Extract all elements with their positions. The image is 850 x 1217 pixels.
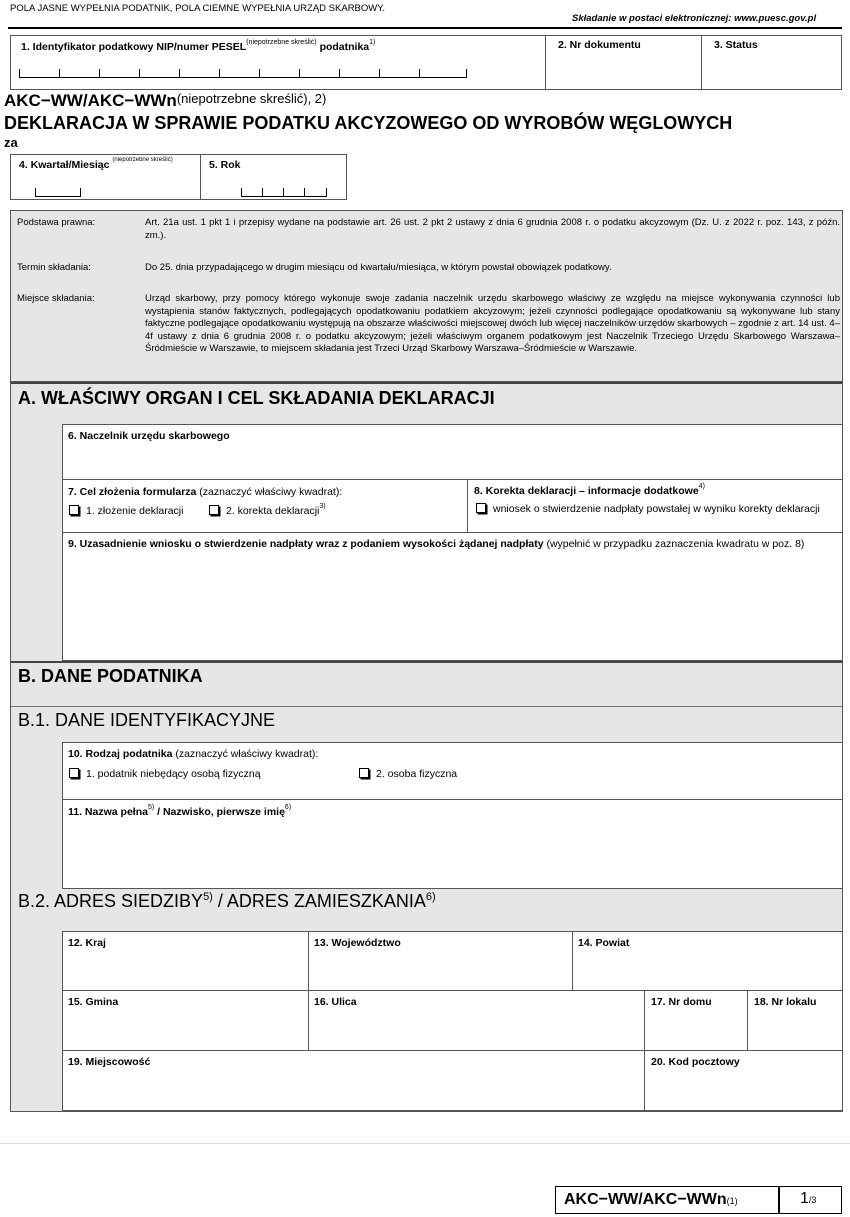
option-non-natural-person-label: 1. podatnik niebędący osobą fizyczną bbox=[86, 768, 261, 780]
fill-notice: POLA JASNE WYPEŁNIA PODATNIK, POLA CIEMNE WYPEŁNIA URZĄD SKARBOWY. bbox=[10, 3, 385, 14]
section-b1-title: B.1. DANE IDENTYFIKACYJNE bbox=[18, 710, 276, 730]
footer-form-code: AKC−WW/AKC−WWn bbox=[564, 1191, 727, 1208]
page-number bbox=[800, 1190, 816, 1208]
field-14-county[interactable] bbox=[572, 931, 843, 991]
title-za: za bbox=[4, 135, 18, 150]
field-8-label: 8. Korekta deklaracji – informacje dodatkowe bbox=[474, 485, 699, 497]
field-1-suffix: podatnika bbox=[319, 41, 370, 53]
option-natural-person[interactable] bbox=[359, 768, 457, 780]
b1-divider bbox=[11, 706, 842, 707]
field-18-label: 18. Nr lokalu bbox=[754, 996, 817, 1008]
b2-title-b: / ADRES ZAMIESZKANIA bbox=[212, 891, 426, 911]
legal-term bbox=[17, 262, 837, 276]
field-1-sup: (niepotrzebne skreślić) bbox=[246, 39, 317, 46]
field-14-label: 14. Powiat bbox=[578, 937, 630, 949]
legal-basis-value: Art. 21a ust. 1 pkt 1 i przepisy wydane na podstawie art. 26 ust. 2 pkt 2 ustawy z dnia 6 grudnia 2008 r. o podatku akcyzowym (Dz. U. z 2022 r. poz. 143, z późn. zm.). bbox=[145, 217, 840, 241]
field-1-note: 1) bbox=[369, 39, 376, 46]
checkbox-non-natural-person[interactable] bbox=[69, 768, 79, 778]
field-4-label: 4. Kwartał/Miesiąc bbox=[19, 159, 110, 171]
field-19-city[interactable] bbox=[62, 1050, 645, 1111]
legal-term-key: Termin składania: bbox=[17, 262, 91, 273]
checkbox-correction[interactable] bbox=[209, 505, 219, 515]
field-7-label: 7. Cel złożenia formularza bbox=[68, 486, 197, 498]
form-code-note: (niepotrzebne skreślić), 2) bbox=[176, 91, 327, 106]
option-correction-label: 2. korekta deklaracji bbox=[226, 505, 320, 517]
field-4-sup: (niepotrzebne skreślić) bbox=[112, 157, 173, 163]
field-15-label: 15. Gmina bbox=[68, 996, 119, 1008]
field-7-hint: (zaznaczyć właściwy kwadrat): bbox=[199, 486, 343, 498]
section-b-title: B. DANE PODATNIKA bbox=[18, 666, 203, 686]
field-6-tax-office[interactable] bbox=[62, 424, 843, 480]
form-code-title bbox=[4, 91, 326, 111]
checkbox-natural-person[interactable] bbox=[359, 768, 369, 778]
top-rule bbox=[8, 27, 842, 29]
legal-basis bbox=[17, 217, 840, 247]
footer-divider bbox=[778, 1187, 780, 1213]
field-2-doc-number bbox=[545, 35, 702, 90]
field-7-purpose bbox=[62, 479, 468, 533]
option-overpayment[interactable] bbox=[476, 503, 820, 515]
field-11-note-b: 6) bbox=[284, 804, 292, 811]
field-10-taxpayer-type bbox=[62, 742, 843, 800]
footer-rule bbox=[0, 1143, 850, 1144]
field-10-label: 10. Rodzaj podatnika bbox=[68, 748, 173, 760]
field-8-note: 4) bbox=[698, 483, 705, 490]
field-17-house-number[interactable] bbox=[644, 990, 748, 1051]
field-9-justification[interactable] bbox=[62, 532, 843, 661]
field-17-label: 17. Nr domu bbox=[651, 996, 712, 1008]
checkbox-submission[interactable] bbox=[69, 505, 79, 515]
field-16-street[interactable] bbox=[308, 990, 645, 1051]
option-natural-person-label: 2. osoba fizyczna bbox=[376, 768, 458, 780]
field-1-label: 1. Identyfikator podatkowy NIP/numer PESEL bbox=[21, 41, 247, 53]
nip-comb bbox=[19, 66, 467, 78]
legal-basis-key: Podstawa prawna: bbox=[17, 217, 96, 228]
field-9-label: 9. Uzasadnienie wniosku o stwierdzenie nadpłaty wraz z podaniem wysokości żądanej nadpłaty bbox=[68, 538, 544, 550]
field-10-hint: (zaznaczyć właściwy kwadrat): bbox=[175, 748, 319, 760]
field-18-apartment-number[interactable] bbox=[747, 990, 843, 1051]
legal-info bbox=[10, 210, 843, 382]
option-submission[interactable] bbox=[69, 505, 183, 517]
field-15-commune[interactable] bbox=[62, 990, 309, 1051]
b2-title-b-note: 6) bbox=[425, 891, 436, 903]
page-footer bbox=[555, 1186, 842, 1214]
field-12-country[interactable] bbox=[62, 931, 309, 991]
legal-place-key: Miejsce składania: bbox=[17, 293, 95, 304]
page-total: /3 bbox=[808, 1195, 817, 1205]
b2-title-a-note: 5) bbox=[203, 891, 213, 903]
legal-place bbox=[17, 293, 840, 378]
field-9-hint: (wypełnić w przypadku zaznaczenia kwadratu w poz. 8) bbox=[546, 538, 805, 550]
field-3-label: 3. Status bbox=[714, 39, 758, 51]
field-3-status bbox=[701, 35, 842, 90]
section-a-title: A. WŁAŚCIWY ORGAN I CEL SKŁADANIA DEKLARACJI bbox=[18, 388, 495, 408]
year-comb bbox=[241, 185, 327, 197]
section-b2-title bbox=[18, 891, 436, 912]
footer-code bbox=[564, 1191, 738, 1209]
field-19-label: 19. Miejscowość bbox=[68, 1056, 151, 1068]
field-1-nip-pesel[interactable] bbox=[10, 35, 546, 90]
field-20-label: 20. Kod pocztowy bbox=[651, 1056, 740, 1068]
legal-place-value: Urząd skarbowy, przy pomocy którego wykonuje swoje zadania naczelnik urzędu skarbowego właściwy ze względu na miejsce wykonywania czynności lub wystąpienia stanów faktycznych, podlegających opodatkowaniu podatkiem akcyzowym; jeżeli czynności podlegające opodatkowaniu są wykonywane lub stany faktyczne podlegające opodatkowaniu występują na obszarze właściwości miejscowej dwóch lub więcej naczelników urzędów skarbowych – zgodnie z art. 14 ust. 4–4f ustawy z dnia 6 grudnia 2008 r. o podatku akcyzowym; jeżeli właściwym organem podatkowym jest Naczelnik Trzeciego Urzędu Skarbowego Warszawa–Śródmieście w Warszawie, to miejscem składania jest Trzeci Urząd Skarbowy Warszawa–Śródmieście w Warszawie. bbox=[145, 293, 840, 354]
field-11-label-b: / Nazwisko, pierwsze imię bbox=[154, 806, 285, 818]
option-correction-note: 3) bbox=[319, 503, 326, 510]
option-overpayment-label: wniosek o stwierdzenie nadpłaty powstałej w wyniku korekty deklaracji bbox=[493, 503, 820, 515]
legal-term-value: Do 25. dnia przypadającego w drugim miesiącu od kwartału/miesiąca, w którym powstał obowiązek podatkowy. bbox=[145, 262, 612, 273]
field-11-note-a: 5) bbox=[147, 804, 155, 811]
field-4-quarter-month[interactable] bbox=[10, 154, 201, 200]
page-title: DEKLARACJA W SPRAWIE PODATKU AKCYZOWEGO OD WYROBÓW WĘGLOWYCH bbox=[4, 113, 733, 133]
field-16-label: 16. Ulica bbox=[314, 996, 357, 1008]
checkbox-overpayment[interactable] bbox=[476, 503, 486, 513]
form-code: AKC−WW/AKC−WWn bbox=[4, 91, 177, 110]
option-submission-label: 1. złożenie deklaracji bbox=[86, 505, 184, 517]
option-non-natural-person[interactable] bbox=[69, 768, 261, 780]
electronic-submission-note: Składanie w postaci elektronicznej: www.puesc.gov.pl bbox=[572, 13, 817, 24]
field-5-label: 5. Rok bbox=[209, 159, 241, 171]
page-current: 1 bbox=[800, 1190, 809, 1207]
b2-title-a: B.2. ADRES SIEDZIBY bbox=[18, 891, 204, 911]
field-11-name[interactable] bbox=[62, 799, 843, 889]
field-8-correction-info bbox=[467, 479, 843, 533]
field-13-label: 13. Województwo bbox=[314, 937, 401, 949]
field-11-label-a: 11. Nazwa pełna bbox=[68, 806, 148, 818]
month-comb bbox=[35, 185, 81, 197]
field-5-year[interactable] bbox=[200, 154, 347, 200]
field-6-label: 6. Naczelnik urzędu skarbowego bbox=[68, 430, 230, 442]
field-12-label: 12. Kraj bbox=[68, 937, 106, 949]
field-2-label: 2. Nr dokumentu bbox=[558, 39, 641, 51]
field-20-postal-code[interactable] bbox=[644, 1050, 843, 1111]
field-13-voivodeship[interactable] bbox=[308, 931, 573, 991]
option-correction[interactable] bbox=[209, 505, 326, 517]
footer-version: (1) bbox=[726, 1196, 738, 1206]
